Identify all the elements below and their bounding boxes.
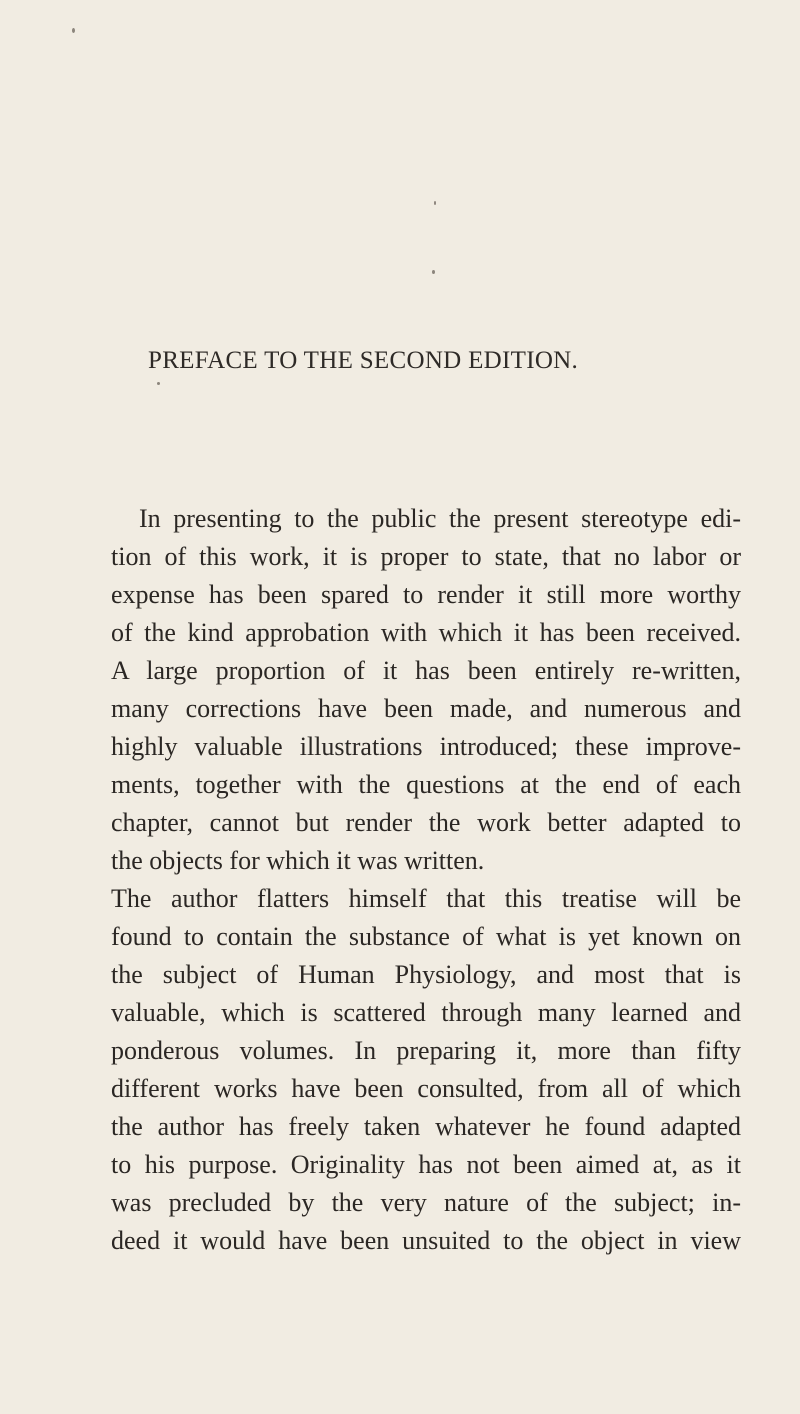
ink-speck — [72, 28, 75, 33]
text-line: the objects for which it was written. — [111, 846, 485, 875]
text-line: The author flatters himself that this treatise will be — [111, 884, 741, 913]
text-line: valuable, which is scattered through many learned and — [111, 998, 741, 1027]
text-line: of the kind approbation with which it has been received. — [111, 618, 741, 647]
text-line: the author has freely taken whatever he found adapted — [111, 1112, 741, 1141]
text-line: ments, together with the questions at the end of each — [111, 770, 741, 799]
text-line: In presenting to the public the present stereotype edi- — [139, 504, 741, 533]
ink-speck — [432, 270, 435, 274]
text-line: was precluded by the very nature of the subject; in- — [111, 1188, 741, 1217]
text-line: chapter, cannot but render the work better adapted to — [111, 808, 741, 837]
text-line: the subject of Human Physiology, and most that is — [111, 960, 741, 989]
text-line: deed it would have been unsuited to the object in view — [111, 1226, 741, 1255]
text-line: A large proportion of it has been entirely re-written, — [111, 656, 741, 685]
text-line: tion of this work, it is proper to state, that no labor or — [111, 542, 741, 571]
text-line: many corrections have been made, and numerous and — [111, 694, 741, 723]
ink-speck — [157, 382, 160, 385]
text-line: found to contain the substance of what is yet known on — [111, 922, 741, 951]
text-line: to his purpose. Originality has not been aimed at, as it — [111, 1150, 741, 1179]
text-line: different works have been consulted, from all of which — [111, 1074, 741, 1103]
text-line: expense has been spared to render it still more worthy — [111, 580, 741, 609]
ink-speck — [434, 201, 436, 205]
preface-body — [111, 500, 741, 1260]
text-line: ponderous volumes. In preparing it, more than fifty — [111, 1036, 741, 1065]
text-line: highly valuable illustrations introduced; these improve- — [111, 732, 741, 761]
page-title: PREFACE TO THE SECOND EDITION. — [148, 347, 579, 374]
